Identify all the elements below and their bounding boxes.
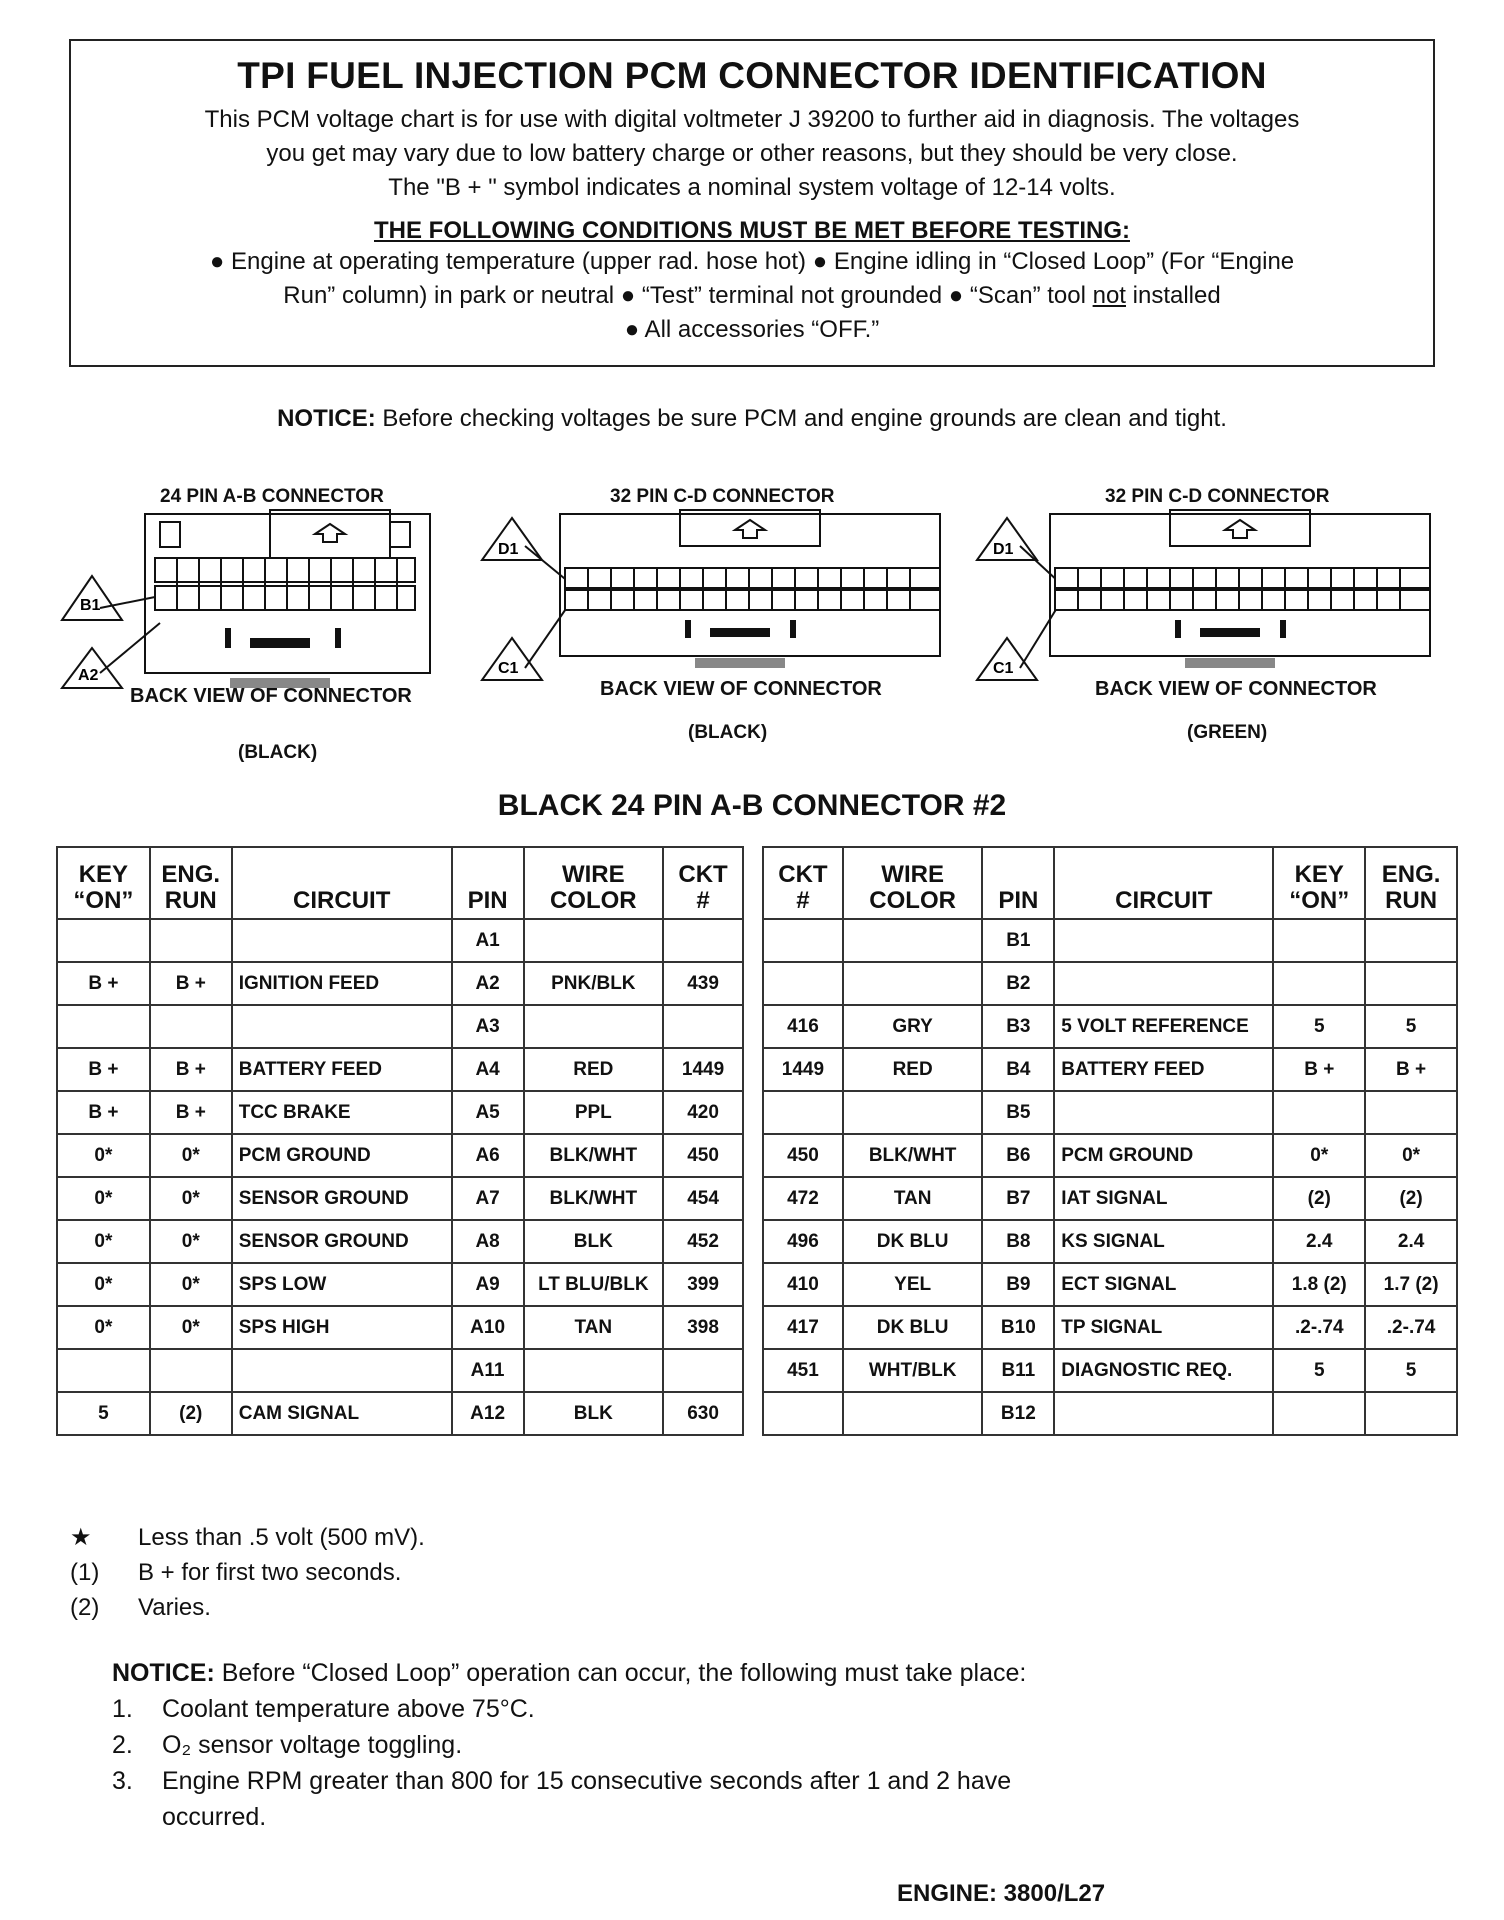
table-cell: A7 bbox=[452, 1177, 524, 1220]
table-cell: KS SIGNAL bbox=[1054, 1220, 1273, 1263]
connector-title: 32 PIN C-D CONNECTOR bbox=[610, 486, 835, 507]
table-cell: 1449 bbox=[663, 1048, 743, 1091]
item-number: 2. bbox=[112, 1731, 133, 1759]
table-cell: B9 bbox=[982, 1263, 1054, 1306]
footnote-mark: (2) bbox=[70, 1594, 100, 1621]
table-cell: 450 bbox=[663, 1134, 743, 1177]
table-cell: RED bbox=[843, 1048, 983, 1091]
table-cell: PCM GROUND bbox=[1054, 1134, 1273, 1177]
col-ckt: CKT # bbox=[763, 847, 843, 919]
closed-loop-item bbox=[112, 1763, 1026, 1799]
table-cell: A4 bbox=[452, 1048, 524, 1091]
table-cell: WHT/BLK bbox=[843, 1349, 983, 1392]
table-cell: 398 bbox=[663, 1306, 743, 1349]
footnote bbox=[62, 1520, 425, 1555]
table-cell: 5 bbox=[1273, 1005, 1365, 1048]
table-cell: B6 bbox=[982, 1134, 1054, 1177]
table-cell bbox=[150, 919, 232, 962]
condition-line-2b: installed bbox=[1125, 282, 1221, 309]
table-cell: A3 bbox=[452, 1005, 524, 1048]
table-cell bbox=[1054, 962, 1273, 1005]
table-cell: 0* bbox=[57, 1220, 150, 1263]
connector-diagram-3 bbox=[975, 480, 1455, 770]
condition-line-3: ● All accessories “OFF.” bbox=[624, 316, 880, 343]
table-cell bbox=[524, 919, 664, 962]
table-row bbox=[57, 962, 743, 1005]
table-cell: A5 bbox=[452, 1091, 524, 1134]
table-cell bbox=[763, 962, 843, 1005]
connector-color: (GREEN) bbox=[1187, 722, 1268, 743]
table-cell: 451 bbox=[763, 1349, 843, 1392]
table-cell bbox=[663, 1005, 743, 1048]
footnote-text: Less than .5 volt (500 mV). bbox=[138, 1524, 425, 1551]
table-cell: 2.4 bbox=[1273, 1220, 1365, 1263]
closed-loop-item bbox=[112, 1799, 1026, 1835]
table-cell: B + bbox=[57, 1091, 150, 1134]
table-cell: 410 bbox=[763, 1263, 843, 1306]
col-eng-run: ENG. RUN bbox=[1365, 847, 1457, 919]
table-row bbox=[763, 1177, 1457, 1220]
table-cell: PNK/BLK bbox=[524, 962, 664, 1005]
table-cell bbox=[150, 1349, 232, 1392]
table-cell: B8 bbox=[982, 1220, 1054, 1263]
table-cell: B + bbox=[150, 962, 232, 1005]
table-cell: 0* bbox=[57, 1177, 150, 1220]
left-pin-table bbox=[56, 846, 744, 1436]
table-row bbox=[763, 1220, 1457, 1263]
col-key-on: KEY “ON” bbox=[57, 847, 150, 919]
col-pin: PIN bbox=[982, 847, 1054, 919]
table-row bbox=[763, 1048, 1457, 1091]
table-cell: (2) bbox=[150, 1392, 232, 1435]
table-cell: 0* bbox=[150, 1220, 232, 1263]
table-cell: BATTERY FEED bbox=[1054, 1048, 1273, 1091]
col-circuit: CIRCUIT bbox=[232, 847, 452, 919]
item-text: Engine RPM greater than 800 for 15 consecutive seconds after 1 and 2 have bbox=[162, 1767, 1012, 1795]
col-circuit: CIRCUIT bbox=[1054, 847, 1273, 919]
col-pin: PIN bbox=[452, 847, 524, 919]
table-cell: 450 bbox=[763, 1134, 843, 1177]
table-cell: LT BLU/BLK bbox=[524, 1263, 664, 1306]
connector-back-label: BACK VIEW OF CONNECTOR bbox=[600, 678, 882, 700]
table-cell bbox=[843, 919, 983, 962]
table-cell: ECT SIGNAL bbox=[1054, 1263, 1273, 1306]
right-pin-table bbox=[762, 846, 1458, 1436]
table-cell: BATTERY FEED bbox=[232, 1048, 452, 1091]
table-cell: 439 bbox=[663, 962, 743, 1005]
table-cell: 5 bbox=[57, 1392, 150, 1435]
table-cell bbox=[232, 1005, 452, 1048]
table-cell: B + bbox=[150, 1091, 232, 1134]
table-cell: A9 bbox=[452, 1263, 524, 1306]
table-row bbox=[57, 1392, 743, 1435]
table-cell: DK BLU bbox=[843, 1306, 983, 1349]
table-row bbox=[57, 1091, 743, 1134]
footnote-mark: (1) bbox=[70, 1559, 100, 1586]
connector-24pin-drawing bbox=[60, 508, 440, 708]
table-cell: A11 bbox=[452, 1349, 524, 1392]
table-row bbox=[57, 1177, 743, 1220]
pin-label-top: B1 bbox=[80, 597, 101, 614]
table-cell bbox=[843, 1392, 983, 1435]
table-row bbox=[763, 962, 1457, 1005]
connector-color: (BLACK) bbox=[688, 722, 768, 743]
table-cell: B + bbox=[57, 962, 150, 1005]
table-cell: IGNITION FEED bbox=[232, 962, 452, 1005]
table-row bbox=[763, 1392, 1457, 1435]
table-cell: TCC BRAKE bbox=[232, 1091, 452, 1134]
table-cell bbox=[843, 1091, 983, 1134]
pin-label-top: D1 bbox=[498, 541, 519, 558]
table-cell: 0* bbox=[150, 1263, 232, 1306]
connector-back-label: BACK VIEW OF CONNECTOR bbox=[1095, 678, 1377, 700]
connector-back-label: BACK VIEW OF CONNECTOR bbox=[130, 685, 412, 707]
table-cell bbox=[232, 1349, 452, 1392]
table-cell: B3 bbox=[982, 1005, 1054, 1048]
condition-line-2 bbox=[71, 279, 1433, 313]
table-cell: A12 bbox=[452, 1392, 524, 1435]
table-cell: TP SIGNAL bbox=[1054, 1306, 1273, 1349]
table-cell: B12 bbox=[982, 1392, 1054, 1435]
table-cell: 0* bbox=[1365, 1134, 1457, 1177]
table-cell: 5 bbox=[1365, 1005, 1457, 1048]
table-cell: 0* bbox=[150, 1177, 232, 1220]
item-number bbox=[112, 1799, 162, 1835]
table-cell: B7 bbox=[982, 1177, 1054, 1220]
table-cell: SPS HIGH bbox=[232, 1306, 452, 1349]
table-cell bbox=[1273, 919, 1365, 962]
table-cell: A6 bbox=[452, 1134, 524, 1177]
table-title: BLACK 24 PIN A-B CONNECTOR #2 bbox=[497, 789, 1007, 822]
table-cell: TAN bbox=[843, 1177, 983, 1220]
closed-loop-notice bbox=[112, 1655, 1026, 1835]
table-cell: B4 bbox=[982, 1048, 1054, 1091]
condition-line-2a: Run” column) in park or neutral ● “Test” terminal not grounded ● “Scan” tool bbox=[283, 282, 1093, 309]
table-cell bbox=[763, 1091, 843, 1134]
table-cell: B + bbox=[150, 1048, 232, 1091]
table-cell: 472 bbox=[763, 1177, 843, 1220]
closed-loop-intro bbox=[112, 1655, 1026, 1691]
intro-line-2: you get may vary due to low battery charge or other reasons, but they should be very close. bbox=[266, 140, 1238, 167]
table-cell: 0* bbox=[57, 1263, 150, 1306]
table-cell: B5 bbox=[982, 1091, 1054, 1134]
table-cell: 496 bbox=[763, 1220, 843, 1263]
table-header-row bbox=[57, 847, 743, 919]
col-eng-run: ENG. RUN bbox=[150, 847, 232, 919]
table-cell bbox=[150, 1005, 232, 1048]
table-cell: 454 bbox=[663, 1177, 743, 1220]
item-text: Coolant temperature above 75°C. bbox=[162, 1695, 535, 1723]
table-cell bbox=[1054, 919, 1273, 962]
condition-not: not bbox=[1092, 282, 1126, 309]
table-row bbox=[57, 919, 743, 962]
table-cell: SPS LOW bbox=[232, 1263, 452, 1306]
table-cell bbox=[1273, 1392, 1365, 1435]
table-row bbox=[57, 1306, 743, 1349]
notice-text: Before checking voltages be sure PCM and engine grounds are clean and tight. bbox=[375, 405, 1227, 432]
table-cell: .2-.74 bbox=[1365, 1306, 1457, 1349]
table-cell: 0* bbox=[1273, 1134, 1365, 1177]
table-cell bbox=[1273, 1091, 1365, 1134]
table-cell: 417 bbox=[763, 1306, 843, 1349]
table-cell bbox=[763, 1392, 843, 1435]
item-number: 3. bbox=[112, 1767, 133, 1795]
connector-color: (BLACK) bbox=[238, 742, 318, 763]
table-cell bbox=[663, 919, 743, 962]
table-cell: 5 bbox=[1273, 1349, 1365, 1392]
page-title: TPI FUEL INJECTION PCM CONNECTOR IDENTIFICATION bbox=[237, 55, 1267, 96]
table-cell: 452 bbox=[663, 1220, 743, 1263]
condition-line-1: ● Engine at operating temperature (upper rad. hose hot) ● Engine idling in “Closed Loop” (For “Engine bbox=[209, 248, 1295, 275]
table-cell: 420 bbox=[663, 1091, 743, 1134]
table-cell: YEL bbox=[843, 1263, 983, 1306]
table-row bbox=[763, 1005, 1457, 1048]
table-cell: 5 VOLT REFERENCE bbox=[1054, 1005, 1273, 1048]
intro-line-1: This PCM voltage chart is for use with digital voltmeter J 39200 to further aid in diagnosis. The voltages bbox=[204, 106, 1300, 133]
header-box bbox=[69, 39, 1435, 367]
table-cell bbox=[57, 1349, 150, 1392]
table-row bbox=[57, 1005, 743, 1048]
table-cell: B + bbox=[1365, 1048, 1457, 1091]
closed-loop-item bbox=[112, 1691, 1026, 1727]
table-cell: RED bbox=[524, 1048, 664, 1091]
table-cell: (2) bbox=[1365, 1177, 1457, 1220]
intro-line-3: The "B + " symbol indicates a nominal system voltage of 12-14 volts. bbox=[388, 174, 1116, 201]
col-ckt: CKT # bbox=[663, 847, 743, 919]
table-cell: BLK/WHT bbox=[524, 1177, 664, 1220]
table-cell: DK BLU bbox=[843, 1220, 983, 1263]
table-cell: BLK/WHT bbox=[843, 1134, 983, 1177]
table-cell bbox=[1054, 1392, 1273, 1435]
pin-label-bottom: A2 bbox=[78, 667, 99, 684]
closed-loop-text: Before “Closed Loop” operation can occur, the following must take place: bbox=[214, 1659, 1027, 1687]
table-header-row bbox=[763, 847, 1457, 919]
table-row bbox=[57, 1048, 743, 1091]
table-row bbox=[763, 1134, 1457, 1177]
table-cell: GRY bbox=[843, 1005, 983, 1048]
table-cell: 2.4 bbox=[1365, 1220, 1457, 1263]
table-cell: BLK/WHT bbox=[524, 1134, 664, 1177]
table-cell: 0* bbox=[150, 1306, 232, 1349]
table-cell: 1.7 (2) bbox=[1365, 1263, 1457, 1306]
footnote bbox=[62, 1555, 425, 1590]
table-row bbox=[763, 1306, 1457, 1349]
table-cell: .2-.74 bbox=[1273, 1306, 1365, 1349]
connector-title: 32 PIN C-D CONNECTOR bbox=[1105, 486, 1330, 507]
table-cell: B11 bbox=[982, 1349, 1054, 1392]
notice-label: NOTICE: bbox=[277, 405, 376, 432]
table-row bbox=[57, 1349, 743, 1392]
table-cell: SENSOR GROUND bbox=[232, 1177, 452, 1220]
table-cell: B + bbox=[1273, 1048, 1365, 1091]
closed-loop-item bbox=[112, 1727, 1026, 1763]
table-cell: (2) bbox=[1273, 1177, 1365, 1220]
table-cell bbox=[1365, 919, 1457, 962]
conditions-heading: THE FOLLOWING CONDITIONS MUST BE MET BEFORE TESTING: bbox=[374, 217, 1130, 244]
table-row bbox=[763, 1263, 1457, 1306]
table-cell: B1 bbox=[982, 919, 1054, 962]
table-cell bbox=[524, 1349, 664, 1392]
table-cell: B2 bbox=[982, 962, 1054, 1005]
table-cell bbox=[524, 1005, 664, 1048]
table-row bbox=[763, 1091, 1457, 1134]
connector-diagram-1 bbox=[60, 480, 440, 770]
footnote-text: B + for first two seconds. bbox=[138, 1559, 402, 1586]
pin-label-bottom: C1 bbox=[993, 660, 1014, 677]
table-cell: 416 bbox=[763, 1005, 843, 1048]
table-cell: BLK bbox=[524, 1220, 664, 1263]
item-text: occurred. bbox=[162, 1803, 267, 1831]
table-cell bbox=[843, 962, 983, 1005]
table-cell: A8 bbox=[452, 1220, 524, 1263]
table-cell: SENSOR GROUND bbox=[232, 1220, 452, 1263]
footnotes bbox=[62, 1520, 425, 1625]
notice-label: NOTICE: bbox=[112, 1659, 215, 1687]
item-number: 1. bbox=[112, 1695, 133, 1723]
table-cell bbox=[1273, 962, 1365, 1005]
table-cell: 0* bbox=[57, 1134, 150, 1177]
table-cell: DIAGNOSTIC REQ. bbox=[1054, 1349, 1273, 1392]
table-cell bbox=[57, 1005, 150, 1048]
table-row bbox=[57, 1134, 743, 1177]
table-row bbox=[57, 1220, 743, 1263]
table-cell: A10 bbox=[452, 1306, 524, 1349]
table-cell bbox=[1365, 962, 1457, 1005]
table-cell: B + bbox=[57, 1048, 150, 1091]
footnote-mark: ★ bbox=[70, 1524, 92, 1551]
table-cell bbox=[763, 919, 843, 962]
table-row bbox=[57, 1263, 743, 1306]
table-cell: CAM SIGNAL bbox=[232, 1392, 452, 1435]
table-cell: 630 bbox=[663, 1392, 743, 1435]
connector-title: 24 PIN A-B CONNECTOR bbox=[160, 486, 384, 507]
connector-diagram-2 bbox=[480, 480, 960, 770]
table-cell: A2 bbox=[452, 962, 524, 1005]
table-cell bbox=[57, 919, 150, 962]
table-row bbox=[763, 1349, 1457, 1392]
table-cell: B10 bbox=[982, 1306, 1054, 1349]
table-cell: 0* bbox=[150, 1134, 232, 1177]
footnote-text: Varies. bbox=[138, 1594, 211, 1621]
col-wire-color: WIRE COLOR bbox=[524, 847, 664, 919]
table-cell bbox=[232, 919, 452, 962]
table-cell: 0* bbox=[57, 1306, 150, 1349]
table-cell: IAT SIGNAL bbox=[1054, 1177, 1273, 1220]
table-cell bbox=[1365, 1392, 1457, 1435]
footnote bbox=[62, 1590, 425, 1625]
table-cell: BLK bbox=[524, 1392, 664, 1435]
table-cell: TAN bbox=[524, 1306, 664, 1349]
pin-label-bottom: C1 bbox=[498, 660, 519, 677]
table-row bbox=[763, 919, 1457, 962]
col-wire-color: WIRE COLOR bbox=[843, 847, 983, 919]
table-cell bbox=[1365, 1091, 1457, 1134]
table-cell: PCM GROUND bbox=[232, 1134, 452, 1177]
table-cell: 5 bbox=[1365, 1349, 1457, 1392]
table-cell bbox=[1054, 1091, 1273, 1134]
pin-label-top: D1 bbox=[993, 541, 1014, 558]
notice-top bbox=[0, 405, 1504, 433]
table-cell bbox=[663, 1349, 743, 1392]
col-key-on: KEY “ON” bbox=[1273, 847, 1365, 919]
table-cell: A1 bbox=[452, 919, 524, 962]
table-cell: 1.8 (2) bbox=[1273, 1263, 1365, 1306]
table-cell: 399 bbox=[663, 1263, 743, 1306]
table-cell: PPL bbox=[524, 1091, 664, 1134]
item-text: O₂ sensor voltage toggling. bbox=[162, 1731, 463, 1759]
table-cell: 1449 bbox=[763, 1048, 843, 1091]
engine-label: ENGINE: 3800/L27 bbox=[897, 1880, 1106, 1907]
